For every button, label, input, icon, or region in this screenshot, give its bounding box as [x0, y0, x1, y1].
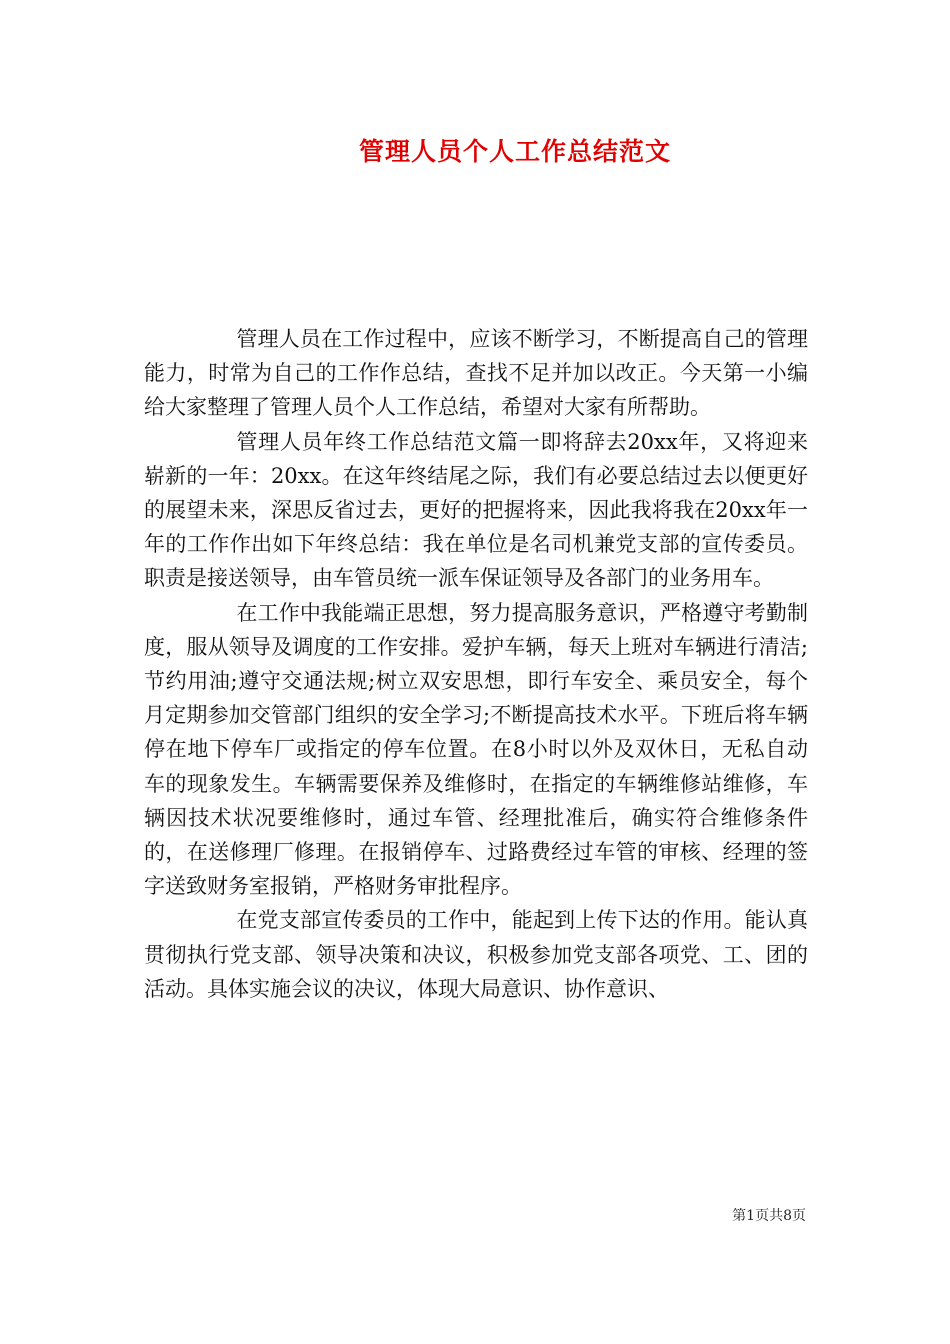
- page-number: 第1页共8页: [732, 1208, 806, 1224]
- paragraph: 在党支部宣传委员的工作中，能起到上传下达的作用。能认真贯彻执行党支部、领导决策和决议，积极参加党支部各项党、工、团的活动。具体实施会议的决议，体现大局意识、协作意识、: [144, 908, 808, 1001]
- document-body: [144, 322, 808, 1006]
- paragraph: 管理人员在工作过程中，应该不断学习，不断提高自己的管理能力，时常为自己的工作作总结，查找不足并加以改正。今天第一小编给大家整理了管理人员个人工作总结，希望对大家有所帮助。: [144, 327, 808, 420]
- document-title: 管理人员个人工作总结范文: [358, 137, 671, 166]
- paragraph: 在工作中我能端正思想，努力提高服务意识，严格遵守考勤制度，服从领导及调度的工作安排。爱护车辆，每天上班对车辆进行清洁;节约用油;遵守交通法规;树立双安思想，即行车安全、乘员安全，每个月定期参加交管部门组织的安全学习;不断提高技术水平。下班后将车辆停在地下停车厂或指定的停车位置。在8小时以外及双休日，无私自动车的现象发生。车辆需要保养及维修时，在指定的车辆维修站维修，车辆因技术状况要维修时，通过车管、经理批准后，确实符合维修条件的，在送修理厂修理。在报销停车、过路费经过车管的审核、经理的签字送致财务室报销，严格财务审批程序。: [144, 600, 808, 899]
- paragraph: 管理人员年终工作总结范文篇一即将辞去20xx年，又将迎来崭新的一年：20xx。在这年终结尾之际，我们有必要总结过去以便更好的展望未来，深思反省过去，更好的把握将来，因此我将我在20xx年一年的工作作出如下年终总结：我在单位是名司机兼党支部的宣传委员。职责是接送领导，由车管员统一派车保证领导及各部门的业务用车。: [144, 429, 808, 591]
